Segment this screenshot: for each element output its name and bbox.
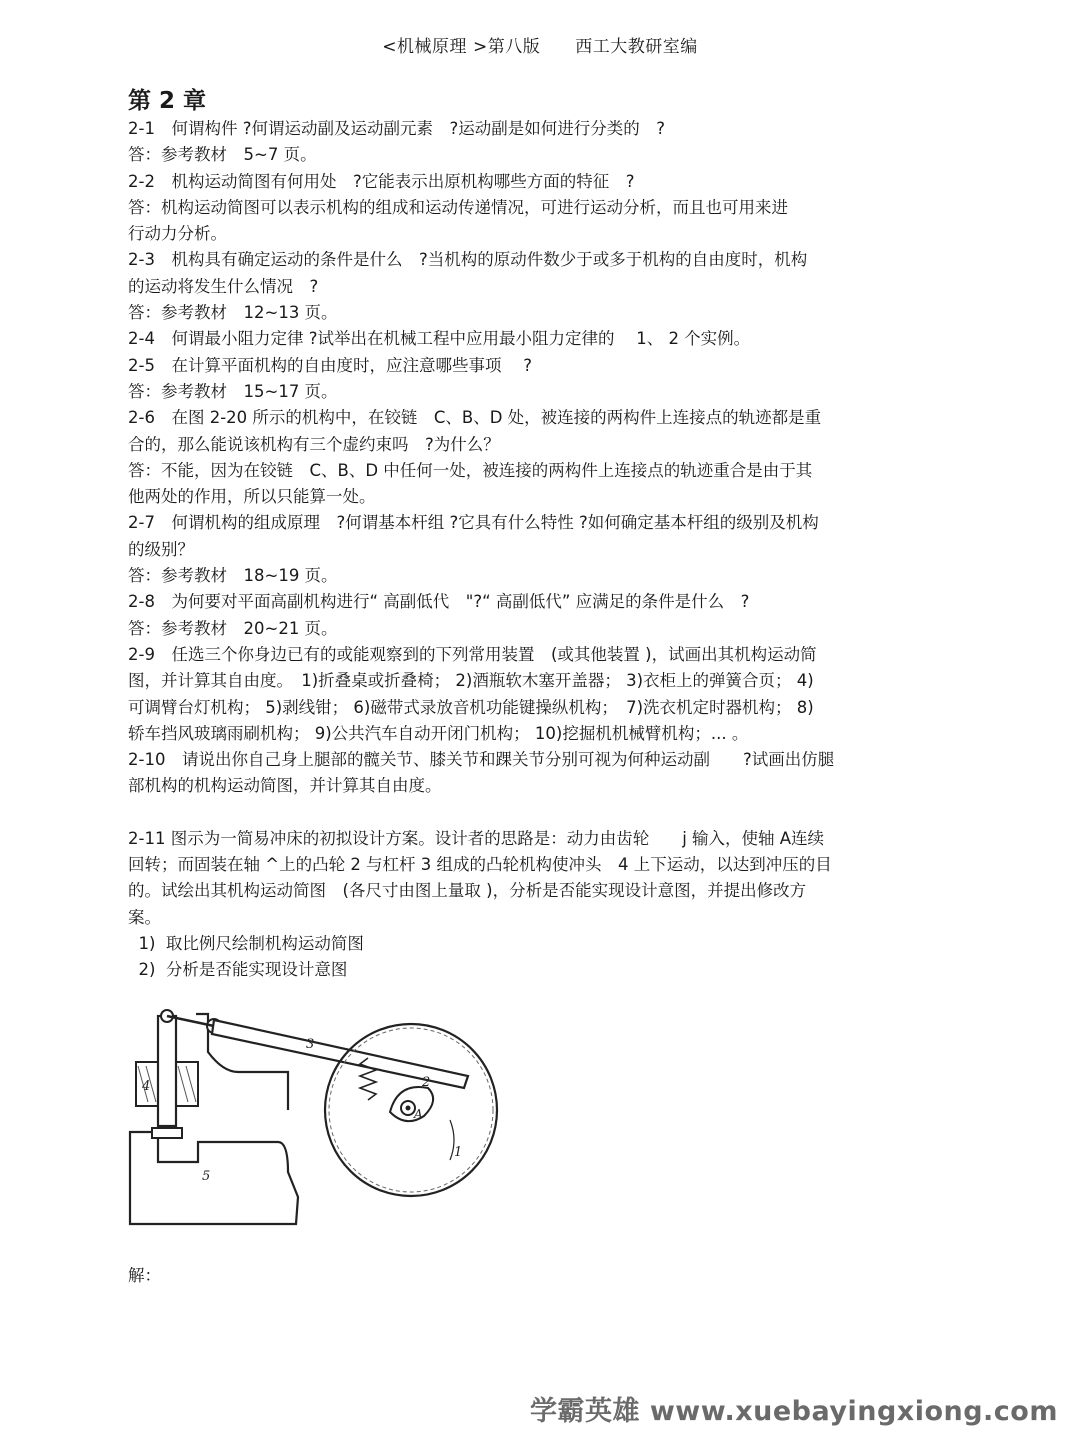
text-line: 回转；而固装在轴 ^上的凸轮 2 与杠杆 3 组成的凸轮机构使冲头 4 上下运动，以达到冲压的目 xyxy=(128,855,832,875)
text-line: 2-2 机构运动简图有何用处 ?它能表示出原机构哪些方面的特征 ? xyxy=(128,171,635,191)
text-line: 答：参考教材 20~21 页。 xyxy=(128,618,338,638)
text-line: 答：参考教材 5~7 页。 xyxy=(128,145,317,165)
text-line: 答：参考教材 12~13 页。 xyxy=(128,303,338,323)
text-line: 2-5 在计算平面机构的自由度时，应注意哪些事项 ? xyxy=(128,355,532,375)
text-line: 答：参考教材 15~17 页。 xyxy=(128,381,338,401)
text-line: 的级别？ xyxy=(128,539,194,559)
text-line: 2-10 请说出你自己身上腿部的髋关节、膝关节和踝关节分别可视为何种运动副 ?试画出仿腿 xyxy=(128,750,835,770)
page-header: <机械原理 >第八版 西工大教研室编 xyxy=(382,37,698,57)
die xyxy=(152,1128,182,1138)
text-line: 2-11 图示为一简易冲床的初拟设计方案。设计者的思路是：动力由齿轮 j 输入，使轴 A连续 xyxy=(128,828,825,848)
text-line: 2-4 何谓最小阻力定律 ?试举出在机械工程中应用最小阻力定律的 1、 2 个实例。 xyxy=(128,329,751,349)
solution-label: 解： xyxy=(128,1266,161,1285)
text-line: 的。试绘出其机构运动简图 (各尺寸由图上量取 )，分析是否能实现设计意图，并提出修改方 xyxy=(128,881,807,901)
question-text xyxy=(128,116,958,984)
chapter-title: 第 2 章 xyxy=(128,88,207,114)
paragraph-gap xyxy=(128,800,958,826)
figure-label-5: 5 xyxy=(202,1169,211,1184)
text-line: 2-7 何谓机构的组成原理 ?何谓基本杆组 ?它具有什么特性 ?如何确定基本杆组的级别及机构 xyxy=(128,513,819,533)
figure-label-3: 3 xyxy=(306,1037,315,1052)
text-line: 轿车挡风玻璃雨刷机构； 9)公共汽车自动开闭门机构； 10)挖掘机机械臂机构；... 。 xyxy=(128,723,749,743)
text-line: 2-1 何谓构件 ?何谓运动副及运动副元素 ?运动副是如何进行分类的 ? xyxy=(128,119,665,138)
text-line: 他两处的作用，所以只能算一处。 xyxy=(128,487,376,507)
figure-label-4: 4 xyxy=(142,1079,151,1094)
figure-label-1: 1 xyxy=(454,1145,463,1160)
figure-label-2: 2 xyxy=(422,1075,431,1090)
text-line: 图，并计算其自由度。 1)折叠桌或折叠椅； 2)酒瓶软木塞开盖器； 3)衣柜上的弹簧合页； 4) xyxy=(128,671,814,691)
text-line: 的运动将发生什么情况 ? xyxy=(128,276,319,296)
text-line: 答：机构运动简图可以表示机构的组成和运动传递情况，可进行运动分析，而且也可用来进 xyxy=(128,197,788,217)
text-line: 可调臂台灯机构； 5)剥线钳； 6)磁带式录放音机功能键操纵机构； 7)洗衣机定时器机构； 8) xyxy=(128,697,814,717)
watermark-text: 学霸英雄 www.xuebayingxiong.com xyxy=(529,1396,1058,1427)
text-line: 部机构的机构运动简图，并计算其自由度。 xyxy=(128,776,442,796)
text-line: 答：参考教材 18~19 页。 xyxy=(128,566,338,586)
text-line: 2) 分析是否能实现设计意图 xyxy=(128,960,348,980)
text-line: 合的，那么能说该机构有三个虚约束吗 ?为什么？ xyxy=(128,434,500,454)
text-line: 2-6 在图 2-20 所示的机构中，在铰链 C、B、D 处，被连接的两构件上连接点的轨迹都是重 xyxy=(128,408,822,428)
text-line: 案。 xyxy=(128,907,161,927)
punch-rod xyxy=(158,1016,176,1126)
frame-body xyxy=(130,1132,298,1224)
text-line: 行动力分析。 xyxy=(128,224,227,244)
text-line: 2-9 任选三个你身边已有的或能观察到的下列常用装置 (或其他装置 )，试画出其机构运动简 xyxy=(128,644,817,664)
text-line: 答：不能，因为在铰链 C、B、D 中任何一处，被连接的两构件上连接点的轨迹重合是由于其 xyxy=(128,460,813,480)
figure-label-a: A xyxy=(414,1107,423,1121)
text-line: 1) 取比例尺绘制机构运动简图 xyxy=(128,933,364,953)
punch-press-figure xyxy=(128,992,500,1232)
text-line: 2-3 机构具有确定运动的条件是什么 ?当机构的原动件数少于或多于机构的自由度时，机构 xyxy=(128,250,808,270)
text-line: 2-8 为何要对平面高副机构进行“ 高副低代 "?“ 高副低代” 应满足的条件是什么 ? xyxy=(128,592,750,612)
